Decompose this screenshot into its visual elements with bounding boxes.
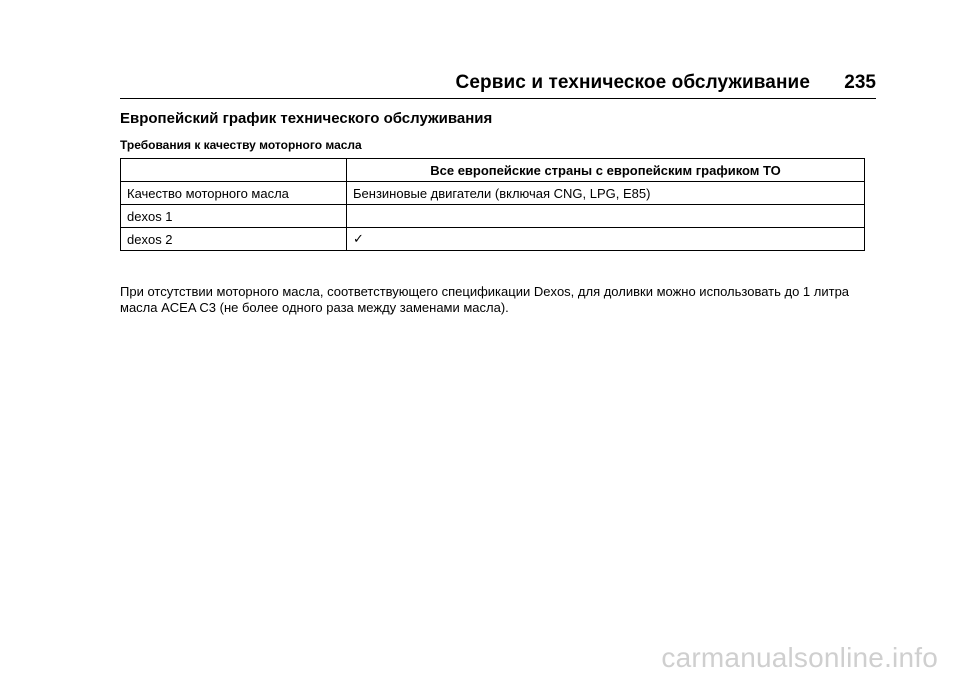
table-cell: Бензиновые двигатели (включая CNG, LPG, E85) <box>347 182 865 205</box>
table-header-cell <box>121 159 347 182</box>
section-title: Европейский график технического обслуживания <box>120 110 493 127</box>
table-cell <box>347 205 865 228</box>
table-header-cell: Все европейские страны с европейским графиком ТО <box>347 159 865 182</box>
table-header-row <box>121 159 865 182</box>
table-row <box>121 228 865 251</box>
subsection-title: Требования к качеству моторного масла <box>120 138 362 152</box>
checkmark-icon: ✓ <box>347 228 865 251</box>
table-cell: dexos 2 <box>121 228 347 251</box>
table-cell: dexos 1 <box>121 205 347 228</box>
site-watermark: carmanualsonline.info <box>661 642 938 673</box>
oil-quality-table <box>120 158 865 251</box>
page-header <box>120 70 876 99</box>
table-row <box>121 182 865 205</box>
chapter-title: Сервис и техническое обслуживание <box>455 72 810 93</box>
oil-note-paragraph: При отсутствии моторного масла, соответствующего спецификации Dexos, для доливки можно использовать до 1 литра масла ACEA C3 (не более одного раза между заменами масла). <box>120 284 850 315</box>
table-cell: Качество моторного масла <box>121 182 347 205</box>
table-row <box>121 205 865 228</box>
page-number: 235 <box>844 72 876 93</box>
